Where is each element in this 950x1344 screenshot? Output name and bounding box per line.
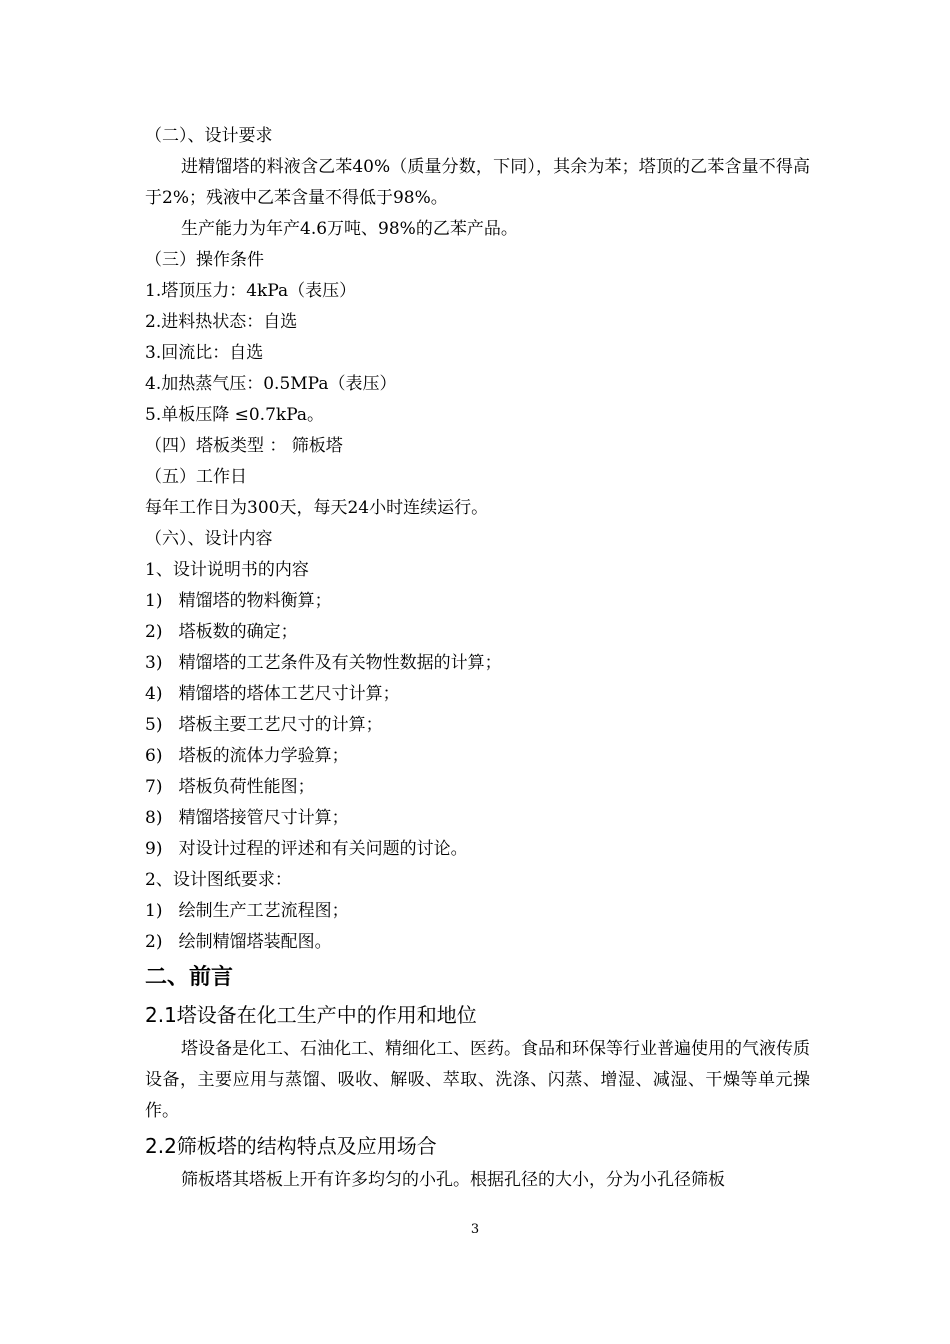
list-item: 6) 塔板的流体力学验算；: [145, 746, 349, 766]
section-heading: 2.2筛板塔的结构特点及应用场合: [145, 1134, 437, 1158]
list-item: 1) 绘制生产工艺流程图；: [145, 901, 349, 921]
section-5-heading: （五）工作日: [145, 467, 247, 487]
condition-item: 3.回流比：自选: [145, 343, 264, 363]
page-number: 3: [470, 1222, 480, 1237]
subsection-heading: 2、设计图纸要求：: [145, 870, 292, 890]
list-item: 3) 精馏塔的工艺条件及有关物性数据的计算；: [145, 653, 502, 673]
chapter-heading: 二、前言: [145, 965, 234, 990]
list-item: 9) 对设计过程的评述和有关问题的讨论。: [145, 839, 468, 859]
section-3-heading: （三）操作条件: [145, 250, 264, 270]
body-paragraph: 塔设备是化工、石油化工、精细化工、医药。食品和环保等行业普遍使用的气液传质设备，主要应用与蒸馏、吸收、解吸、萃取、洗涤、闪蒸、增湿、减湿、干燥等单元操作。: [145, 1039, 810, 1121]
list-item: 2) 绘制精馏塔装配图。: [145, 932, 332, 952]
section-heading: 2.1塔设备在化工生产中的作用和地位: [145, 1003, 477, 1027]
capacity-paragraph: 生产能力为年产4.6万吨、98%的乙苯产品。: [181, 219, 518, 239]
design-requirement-paragraph: 进精馏塔的料液含乙苯40%（质量分数，下同），其余为苯；塔顶的乙苯含量不得高于2%；残液中乙苯含量不得低于98%。: [145, 157, 810, 208]
subsection-heading: 1、设计说明书的内容: [145, 560, 309, 580]
list-item: 5) 塔板主要工艺尺寸的计算；: [145, 715, 383, 735]
condition-item: 5.单板压降 ≤0.7kPa。: [145, 405, 325, 425]
page-content: [145, 121, 810, 1196]
section-2-heading: （二）、设计要求: [145, 126, 273, 146]
condition-item: 2.进料热状态：自选: [145, 312, 298, 332]
condition-item: 4.加热蒸气压：0.5MPa（表压）: [145, 374, 397, 394]
list-item: 7) 塔板负荷性能图；: [145, 777, 315, 797]
list-item: 1) 精馏塔的物料衡算；: [145, 591, 332, 611]
list-item: 8) 精馏塔接管尺寸计算；: [145, 808, 349, 828]
list-item: 2) 塔板数的确定；: [145, 622, 298, 642]
section-4-heading: （四）塔板类型 ： 筛板塔: [145, 436, 343, 456]
workday-text: 每年工作日为300天，每天24小时连续运行。: [145, 498, 489, 518]
section-6-heading: （六）、设计内容: [145, 529, 273, 549]
condition-item: 1.塔顶压力：4kPa（表压）: [145, 281, 357, 301]
body-paragraph: 筛板塔其塔板上开有许多均匀的小孔。根据孔径的大小，分为小孔径筛板: [181, 1170, 725, 1190]
list-item: 4) 精馏塔的塔体工艺尺寸计算；: [145, 684, 400, 704]
